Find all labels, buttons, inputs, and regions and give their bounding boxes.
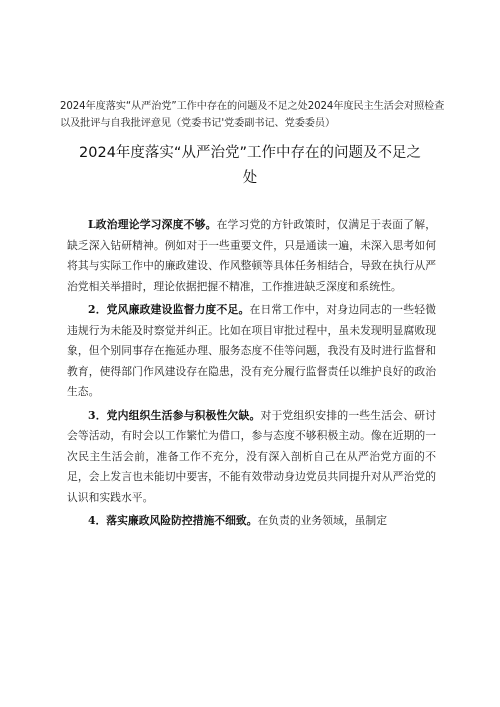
paragraph-3 — [67, 406, 436, 509]
paragraph-2 — [67, 300, 436, 403]
paragraph-heading: L政治理论学习深度不够。 — [88, 218, 217, 231]
title-line-1: 2024年度落实“从严治党”工作中存在的问题及不足之 — [79, 145, 421, 161]
paragraph-1 — [67, 215, 436, 297]
document-header — [60, 98, 450, 132]
paragraph-text: 在日常工作中，对身边同志的一些轻微违规行为未能及时察觉并纠正。比如在项目审批过程中，虽未发现明显腐败现象，但个别同事存在拖延办理、服务态度不佳等问题，我没有及时进行监督和教育，使得部门作风建设存在隐患，没有充分履行监督责任以维护良好的政治生态。 — [67, 303, 436, 398]
paragraph-heading: 2．党风廉政建设监督力度不足。 — [88, 303, 250, 316]
title-line-2: 处 — [242, 170, 258, 186]
paragraph-heading: 4．落实廉政风险防控措施不细致。 — [88, 514, 258, 527]
header-text: 2024年度落实“从严治党”工作中存在的问题及不足之处2024年度民主生活会对照检查以及批评与自我批评意见（党委书记'党委副书记、党委委员） — [60, 101, 445, 129]
paragraph-text: 对于党组织安排的一些生活会、研讨会等活动，有时会以工作繁忙为借口，参与态度不够积极主动。像在近期的一次民主生活会前，准备工作不充分，没有深入剖析自己在从严治党方面的不足，会上发言也未能切中要害，不能有效带动身边党员共同提升对从严治党的认识和实践水平。 — [67, 408, 436, 504]
paragraph-4 — [67, 511, 436, 532]
paragraph-text: 在学习党的方针政策时，仅满足于表面了解，缺乏深入钻研精神。例如对于一些重要文件，只是通读一遍，未深入思考如何将其与实际工作中的廉政建设、作风整顿等具体任务相结合，导致在执行从严治党相关举措时，理论依据把握不精准，工作推进缺乏深度和系统性。 — [67, 218, 437, 293]
document-body — [67, 215, 436, 535]
paragraph-text: 在负责的业务领域，虽制定 — [257, 514, 388, 527]
document-title — [40, 141, 460, 191]
paragraph-heading: 3．党内组织生活参与积极性欠缺。 — [88, 408, 261, 422]
